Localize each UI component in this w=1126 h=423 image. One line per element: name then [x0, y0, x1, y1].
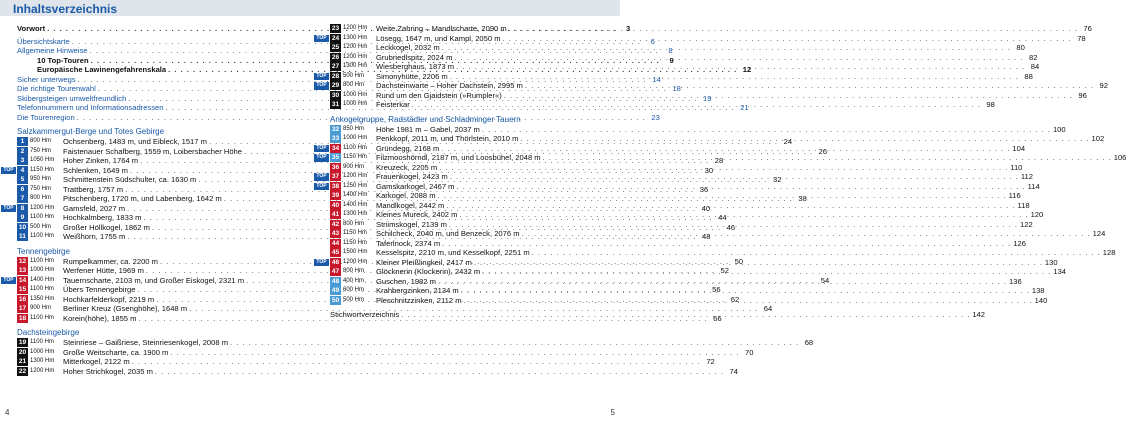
tour-row[interactable] [316, 33, 1086, 44]
elevation-gain: 1150 Hm [30, 166, 54, 173]
tour-number-badge: 33 [331, 135, 340, 143]
page-ref: 46 [726, 222, 736, 232]
toc-entry-label: Europäische Lawinengefahrenskala [37, 65, 167, 74]
toc-entry-label: Skibergsteigen umweltfreundlich [17, 93, 127, 103]
tour-name: Hoher Zinken, 1764 m [63, 156, 139, 165]
page-ref: 23 [651, 112, 660, 122]
toc-entry-label: Die Tourenregion [17, 112, 75, 122]
tour-name: Faistenauer Schafberg, 1559 m, Loibersbacher Höhe [63, 146, 242, 156]
page-ref: 116 [1008, 191, 1021, 200]
tour-number-badge: 44 [331, 239, 340, 247]
elevation-gain: 1100 Hm [30, 214, 54, 220]
top-tour-badge: TOP [314, 183, 329, 191]
tour-name: Frauenkogel, 2423 m [376, 172, 448, 181]
tour-number-badge: 14 [18, 276, 27, 284]
section-heading: Ankogelgruppe, Radstädter und Schladminger Tauern [330, 114, 521, 124]
page-ref: 66 [713, 313, 722, 323]
page-ref: 54 [820, 275, 830, 285]
tour-name: Leckkogel, 2032 m [376, 43, 440, 52]
section-heading: Salzkammergut-Berge und Totes Gebirge [17, 127, 165, 136]
tour-name: Glöcknerin (Klockerin), 2432 m [376, 267, 481, 276]
page-ref: 122 [1020, 219, 1033, 229]
elevation-gain: 1250 Hm [343, 182, 368, 189]
title-bar-right [310, 0, 620, 16]
tour-name: Hoher Strichkogel, 2035 m [63, 366, 153, 376]
tour-number-badge: 4 [17, 166, 28, 175]
tour-name: Pleschnitzzinken, 2112 m [376, 295, 462, 305]
elevation-gain: 1300 Hm [30, 358, 55, 364]
tour-number-badge: 8 [17, 204, 28, 213]
top-tour-badge: TOP [314, 154, 329, 162]
elevation-gain: 1200 Hm [30, 204, 55, 211]
page-ref: 30 [704, 165, 714, 175]
elevation-gain: 900 Hm [30, 305, 52, 311]
page-ref: 120 [1030, 210, 1044, 219]
elevation-gain: 950 Hm [30, 176, 52, 182]
tour-name: Trattberg, 1757 m [63, 184, 124, 194]
tour-row[interactable] [330, 200, 1030, 211]
page-ref: 128 [1102, 248, 1116, 257]
tour-name: Lösegg, 1647 m, und Kampl, 2050 m [376, 33, 501, 43]
tour-name: Rumpelkammer, ca. 2200 m [63, 256, 158, 266]
page-ref: 142 [972, 310, 985, 319]
page-ref: 124 [1092, 229, 1106, 238]
tour-number-badge: 37 [331, 173, 340, 181]
tour-name: Große Weitscharte, ca. 1900 m [63, 347, 169, 357]
page-ref: 118 [1017, 200, 1030, 210]
page-ref: 74 [729, 366, 738, 376]
tour-number-badge: 41 [331, 211, 340, 219]
tour-number-badge: 26 [331, 53, 340, 61]
elevation-gain: 800 Hm [30, 138, 52, 144]
toc-entry-label: Telefonnummern und Informationsadressen [17, 103, 164, 112]
tour-row[interactable] [17, 304, 773, 314]
tour-number-badge: 42 [331, 220, 340, 228]
tour-number-badge: 11 [17, 232, 28, 241]
dot-leader [449, 220, 1018, 230]
tour-number-badge: 16 [18, 295, 27, 303]
page-ref: 19 [702, 93, 712, 103]
tour-name: Gamsfeld, 2027 m [63, 203, 126, 213]
tour-number-badge: 48 [331, 277, 340, 285]
tour-row[interactable] [330, 52, 1038, 63]
tour-name: Hochkalmberg, 1833 m [63, 213, 142, 222]
top-tour-badge: TOP [1, 277, 16, 285]
page-ref: 114 [1027, 181, 1040, 191]
tour-name: Taferlnock, 2374 m [376, 238, 441, 248]
page-ref: 80 [1016, 43, 1025, 52]
top-tour-badge: TOP [314, 35, 329, 43]
elevation-gain: 900 Hm [343, 163, 365, 170]
dot-leader [525, 81, 1094, 91]
tour-number-badge: 17 [18, 305, 27, 313]
page-ref: 14 [652, 74, 661, 84]
tour-number-badge: 35 [331, 154, 340, 162]
page-number-right: 5 [610, 408, 615, 417]
page-ref: 92 [1099, 81, 1108, 90]
dot-leader [442, 239, 1011, 249]
tour-number-badge: 10 [18, 223, 27, 231]
dot-leader [509, 24, 1078, 34]
elevation-gain: 1100 Hm [30, 286, 54, 292]
dot-leader [438, 191, 1007, 201]
page-ref: 64 [763, 304, 773, 313]
top-tour-badge: TOP [1, 167, 16, 175]
page-ref: 136 [1009, 276, 1022, 286]
elevation-gain: 1000 Hm [30, 267, 55, 273]
index-label: Stichwortverzeichnis [330, 310, 400, 319]
page-ref: 88 [1024, 71, 1033, 81]
page-ref: 82 [1029, 52, 1038, 62]
elevation-gain: 500 Hm [343, 296, 365, 303]
title-bar [0, 0, 310, 16]
page-ref: 50 [734, 256, 744, 266]
page-ref: 70 [745, 347, 754, 357]
tour-name: Weite Zahring – Mandlscharte, 2090 m [376, 24, 507, 33]
tour-name: Mandlkogel, 2442 m [376, 200, 445, 210]
page-ref: 36 [699, 184, 709, 194]
dot-leader [446, 201, 1015, 211]
elevation-gain: 800 Hm [343, 220, 365, 227]
dot-leader [543, 153, 1112, 163]
tour-number-badge: 50 [331, 296, 340, 304]
page-ref: 9 [669, 55, 674, 65]
elevation-gain: 1000 Hm [30, 348, 55, 355]
tour-name: Kleines Mureck, 2402 m [376, 210, 458, 219]
toc-entry-label: Übersichtskarte [17, 36, 70, 46]
tour-name: Karkogel, 2088 m [376, 191, 436, 200]
elevation-gain: 1100 Hm [30, 339, 54, 345]
page-ref: 28 [714, 156, 724, 165]
elevation-gain: 1150 Hm [343, 154, 367, 160]
tour-number-badge: 19 [18, 339, 27, 347]
top-tour-badge: TOP [314, 173, 329, 181]
toc-entry-label: Die richtige Tourenwahl [17, 84, 96, 93]
elevation-gain: 750 Hm [30, 185, 52, 192]
tour-number-badge: 22 [18, 367, 27, 375]
tour-number-badge: 23 [331, 25, 340, 33]
tour-name: Kreuzeck, 2205 m [376, 162, 438, 172]
tour-name: Schlenken, 1649 m [63, 165, 129, 175]
tour-number-badge: 7 [17, 194, 28, 203]
tour-number-badge: 49 [331, 287, 340, 295]
page-ref: 110 [1010, 162, 1023, 172]
tour-row[interactable] [330, 124, 1066, 135]
page-ref: 106 [1113, 153, 1126, 162]
elevation-gain: 1000 Hm [343, 101, 368, 107]
tour-name: Berliner Kreuz (Gsenghöhe), 1648 m [63, 304, 188, 313]
page-ref: 130 [1044, 257, 1058, 267]
tour-number-badge: 1 [17, 137, 28, 146]
tour-name: Mitterkogel, 2122 m [63, 357, 130, 366]
tour-name: Gamskarkogel, 2467 m [376, 181, 455, 191]
page-ref: 104 [1012, 143, 1026, 153]
tour-number-badge: 30 [331, 91, 340, 99]
tour-number-badge: 38 [331, 182, 340, 190]
tour-name: Kesselspitz, 2210 m, und Kesselkopf, 2251 m [376, 248, 530, 257]
tour-name: Höhe 1981 m – Gabel, 2037 m [376, 124, 480, 134]
page-ref: 112 [1020, 172, 1033, 181]
page-ref: 68 [804, 338, 814, 347]
elevation-gain: 1300 Hm [343, 63, 368, 69]
toc-entry-label: Allgemeine Hinweise [17, 46, 88, 55]
elevation-gain: 800 Hm [343, 82, 365, 88]
tour-row[interactable] [330, 43, 1025, 53]
elevation-gain: 1200 Hm [30, 367, 55, 374]
tour-name: Werfener Hütte, 1969 m [63, 266, 144, 275]
page-ref: 84 [1030, 62, 1040, 71]
page-ref: 62 [730, 294, 740, 304]
page-ref: 3 [625, 24, 631, 33]
elevation-gain: 500 Hm [30, 223, 52, 230]
tour-row[interactable] [330, 248, 1116, 258]
tour-number-badge: 28 [331, 72, 340, 80]
elevation-gain: 1100 Hm [30, 233, 54, 239]
page-ref: 52 [720, 266, 729, 275]
tour-name: Rund um den Gjaidstein (»Rumpler«) [376, 90, 502, 100]
tour-number-badge: 2 [17, 147, 28, 156]
top-tour-badge: TOP [314, 82, 329, 90]
dot-leader [438, 277, 1007, 287]
page-ref: 100 [1052, 124, 1066, 134]
elevation-gain: 1200 Hm [343, 53, 368, 60]
elevation-gain: 800 Hm [343, 268, 365, 274]
dot-leader [412, 100, 981, 110]
tour-name: Übers Tennengebirge [63, 285, 136, 294]
tour-name: Kleiner Pleißlingkeil, 2417 m [376, 257, 472, 267]
page-ref: 32 [773, 175, 782, 184]
dot-leader [401, 310, 970, 320]
tour-number-badge: 13 [18, 267, 27, 275]
elevation-gain: 1150 Hm [343, 230, 367, 236]
tour-name: Guschen, 1982 m [376, 276, 436, 286]
tour-number-badge: 9 [17, 213, 28, 222]
elevation-gain: 1350 Hm [30, 295, 55, 302]
page-ref: 72 [706, 357, 715, 366]
page-ref: 134 [1053, 267, 1067, 276]
tour-number-badge: 27 [331, 63, 340, 71]
tour-number-badge: 6 [17, 185, 28, 194]
page-ref: 18 [672, 84, 681, 93]
tour-name: Ochsenberg, 1483 m, und Eibleck, 1517 m [63, 137, 207, 146]
page-ref: 126 [1013, 238, 1026, 248]
tour-row[interactable] [17, 366, 738, 377]
dot-leader [457, 182, 1026, 192]
tour-row[interactable] [17, 338, 814, 348]
tour-name: Hochkarfelderkopf, 2219 m [63, 294, 155, 304]
elevation-gain: 750 Hm [30, 147, 52, 154]
elevation-gain: 1000 Hm [343, 91, 368, 98]
elevation-gain: 800 Hm [30, 195, 52, 201]
elevation-gain: 1000 Hm [343, 135, 368, 141]
page-ref: 21 [740, 103, 749, 112]
tour-name: Pitschenberg, 1720 m, und Labenberg, 1642 m [63, 194, 222, 203]
dot-leader [474, 258, 1043, 268]
tour-number-badge: 40 [331, 201, 340, 209]
tour-number-badge: 18 [18, 314, 27, 322]
page-ref: 138 [1031, 286, 1045, 295]
page-ref: 8 [668, 46, 673, 55]
page-ref: 102 [1091, 134, 1105, 143]
section-heading: Tennengebirge [17, 246, 70, 256]
dot-leader [504, 91, 1073, 101]
dot-leader [482, 125, 1051, 135]
dot-leader [482, 267, 1051, 277]
elevation-gain: 500 Hm [343, 72, 365, 79]
tour-number-badge: 36 [331, 163, 340, 171]
tour-number-badge: 43 [331, 230, 340, 238]
page-ref: 24 [783, 137, 793, 146]
elevation-gain: 850 Hm [343, 125, 365, 132]
tour-number-badge: 3 [17, 156, 28, 165]
page-ref: 56 [712, 285, 721, 294]
page-ref: 40 [701, 203, 711, 213]
tour-name: Penkkopf, 2011 m, und Thörlstein, 2010 m [376, 134, 519, 143]
dot-leader [503, 34, 1072, 44]
tour-number-badge: 21 [18, 358, 27, 366]
elevation-gain: 1050 Hm [30, 157, 55, 163]
tour-name: Tauernscharte, 2103 m, und Großer Eiskogel, 2321 m [63, 275, 245, 285]
tour-name: Schmittenstein Südschulter, ca. 1630 m [63, 175, 197, 184]
elevation-gain: 1200 Hm [343, 173, 368, 179]
tour-number-badge: 47 [331, 268, 340, 276]
tour-number-badge: 39 [331, 192, 340, 200]
page-ref: 48 [701, 232, 711, 241]
elevation-gain: 1300 Hm [343, 34, 368, 41]
page-number-left: 4 [5, 408, 10, 417]
elevation-gain: 1100 Hm [30, 257, 54, 264]
dot-leader [454, 53, 1023, 63]
page-ref: 140 [1034, 295, 1048, 305]
top-tour-badge: TOP [314, 145, 329, 153]
page-title: Inhaltsverzeichnis [13, 2, 118, 16]
elevation-gain: 1200 Hm [343, 258, 368, 265]
dot-leader [532, 248, 1101, 258]
elevation-gain: 1300 Hm [343, 211, 368, 217]
section-heading: Dachsteingebirge [17, 328, 80, 337]
dot-leader [450, 72, 1019, 82]
page-ref: 38 [798, 194, 807, 203]
dot-leader [464, 296, 1033, 306]
tour-row[interactable] [330, 238, 1026, 249]
tour-row[interactable] [330, 24, 1092, 34]
page-ref: 6 [650, 36, 655, 46]
tour-name: Dachsteinwarte – Hoher Dachstein, 2995 m [376, 81, 523, 90]
elevation-gain: 1100 Hm [30, 314, 54, 321]
elevation-gain: 1200 Hm [343, 44, 368, 50]
dot-leader [520, 134, 1089, 144]
tour-name: Schilcheck, 2040 m, und Benzeck, 2076 m [376, 229, 520, 238]
elevation-gain: 1150 Hm [343, 239, 367, 246]
tour-name: Weißhorn, 1755 m [63, 232, 126, 241]
dot-leader [439, 163, 1008, 173]
elevation-gain: 1400 Hm [343, 201, 368, 208]
top-tour-badge: TOP [1, 205, 16, 213]
tour-number-badge: 45 [331, 249, 340, 257]
dot-leader [522, 229, 1091, 239]
page-ref: 96 [1078, 90, 1087, 100]
tour-number-badge: 32 [331, 125, 340, 133]
page-ref: 44 [718, 213, 727, 222]
dot-leader [456, 62, 1025, 72]
toc-entry-label: 10 Top-Touren [37, 55, 89, 65]
tour-number-badge: 31 [331, 101, 340, 109]
tour-name: Grubriedlspitz, 2024 m [376, 52, 453, 62]
tour-number-badge: 46 [331, 258, 340, 266]
tour-number-badge: 20 [18, 348, 27, 356]
tour-row[interactable] [17, 347, 754, 358]
dot-leader [442, 43, 1011, 53]
tour-row[interactable] [17, 357, 715, 367]
dot-leader [441, 144, 1010, 154]
tour-name: Steinriese – Gaißriese, Steinriesenkogel, 2008 m [63, 338, 229, 347]
tour-name: Feisterkar [376, 100, 410, 109]
dot-leader [459, 210, 1028, 220]
tour-number-badge: 25 [331, 44, 340, 52]
tour-number-badge: 5 [17, 175, 28, 184]
tour-number-badge: 34 [331, 144, 340, 152]
dot-leader [461, 286, 1030, 296]
elevation-gain: 1100 Hm [343, 144, 367, 151]
dot-leader [450, 172, 1019, 182]
elevation-gain: 1400 Hm [30, 276, 55, 283]
tour-name: Simonyhütte, 2206 m [376, 71, 448, 81]
elevation-gain: 1500 Hm [343, 249, 368, 255]
tour-number-badge: 15 [18, 286, 27, 294]
tour-name: Wiesberghaus, 1873 m [376, 62, 455, 71]
toc-entry-label: Sicher unterwegs [17, 74, 76, 84]
tour-name: Krahbergzinken, 2134 m [376, 286, 459, 295]
top-tour-badge: TOP [314, 259, 329, 267]
page-ref: 26 [818, 146, 828, 156]
tour-number-badge: 12 [18, 257, 27, 265]
tour-name: Korein(höhe), 1855 m [63, 313, 137, 323]
page-ref: 98 [986, 100, 995, 109]
tour-number-badge: 24 [331, 34, 340, 42]
elevation-gain: 1400 Hm [343, 192, 368, 198]
page-ref: 76 [1083, 24, 1092, 33]
tour-name: Filzmooshörndl, 2187 m, und Loosbühel, 2048 m [376, 153, 541, 162]
elevation-gain: 400 Hm [343, 277, 365, 284]
elevation-gain: 600 Hm [343, 287, 365, 293]
page-ref: 12 [742, 65, 752, 74]
tour-name: Gründegg, 2168 m [376, 143, 440, 153]
tour-name: Striimskogel, 2139 m [376, 219, 447, 229]
tour-number-badge: 29 [331, 82, 340, 90]
page-ref: 78 [1077, 33, 1086, 43]
top-tour-badge: TOP [314, 73, 329, 81]
elevation-gain: 1200 Hm [343, 25, 368, 31]
toc-entry-label: Vorwort [17, 24, 46, 33]
tour-name: Großer Höllkogel, 1862 m [63, 222, 150, 232]
